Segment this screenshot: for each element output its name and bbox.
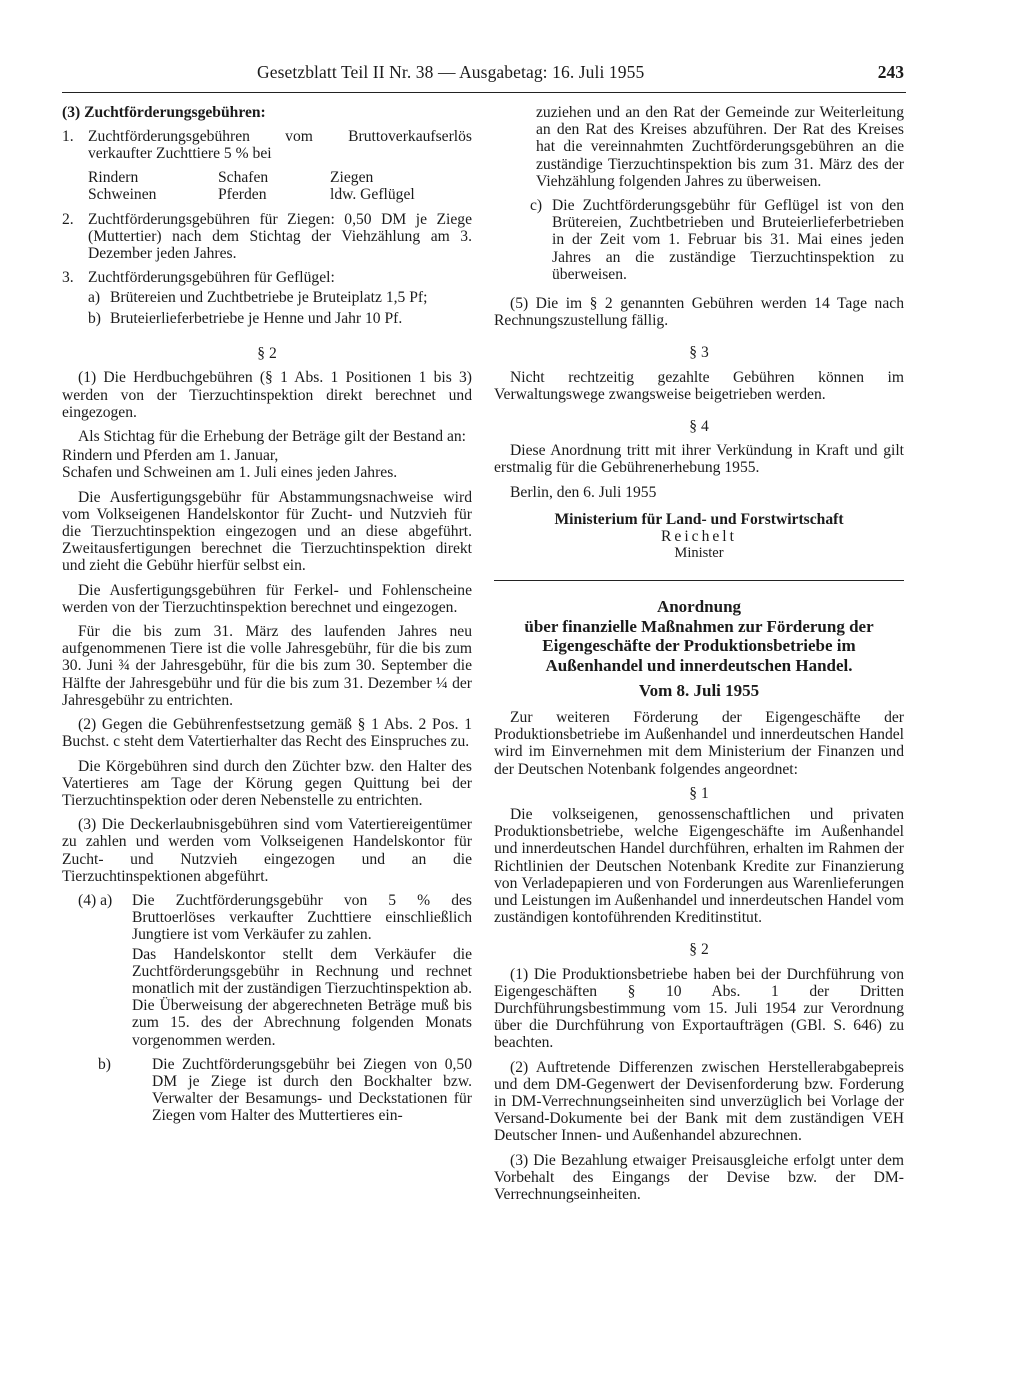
paragraph: Für die bis zum 31. März des laufenden Jahres neu aufgenommenen Tiere ist die volle Jahresgebühr, für die bis zum 30. Juni ¾ der Jahresgebühr, für die bis zum 30. September die Hälfte der Jahresgebühr und für die bis zum 31. Dezember ¼ der Jahresgebühr zu entrichten. [62, 623, 472, 709]
list-item-4b [62, 1056, 472, 1125]
animal-cell: Pferden [218, 185, 267, 203]
paragraph: Das Handelskontor stellt dem Verkäufer die Zuchtförderungsgebühr in Rechnung und rechnet monatlich mit der zuständigen Tierzuchtinspektion ab. Die Überweisung der abgerechneten Beträge muß bis zum 15. des der Abrechnung folgenden Monats vorgenommen werden. [132, 945, 472, 1049]
page-number: 243 [877, 62, 904, 82]
paragraph: Die Ausfertigungsgebühr für Abstammungsnachweise wird vom Volkseigenen Handelskontor für Zucht- und Nutzvieh für die Tierzuchtinspektion eingezogen und an diese abgeführt. Zweitausfertigungen berechnet die Tierzuchtinspektion direkt und zieht die Gebühr hierfür selbst ein. [62, 488, 472, 575]
list-text: Die Zuchtförderungsgebühr von 5 % des Bruttoerlöses verkaufter Zuchttiere einschließlich Jungtiere ist vom Verkäufer zu zahlen. [132, 891, 472, 944]
list-letter: (4) a) [78, 891, 113, 909]
paragraph-line: Schafen und Schweinen am 1. Juli eines jeden Jahres. [62, 464, 398, 482]
left-column [62, 104, 472, 1129]
animal-cell: ldw. Geflügel [330, 185, 415, 203]
list-item-4a [62, 892, 472, 944]
place-date: Berlin, den 6. Juli 1955 [510, 483, 657, 501]
header-title: Gesetzblatt Teil II Nr. 38 — Ausgabetag: 16. Juli 1955 [257, 62, 645, 82]
signer-title: Minister [674, 545, 724, 562]
paragraph: (3) Die Deckerlaubnisgebühren sind vom Vatertiereigentümer zu zahlen und werden vom Volkseigenen Handelskontor für Zucht- und Nutzvieh eingezogen und an die Tierzuchtinspektionen abgeführt. [62, 816, 472, 885]
paragraph: (5) Die im § 2 genannten Gebühren werden 14 Tage nach Rechnungszustellung fällig. [494, 295, 904, 330]
paragraph-line: Rindern und Pferden am 1. Januar, [62, 447, 279, 465]
paragraph: zuziehen und an den Rat der Gemeinde zur Weiterleitung an den Rat des Kreises abzuführen. Der Rat des Kreises hat die vereinnahmten Zuchtförderungsgebühren an die zuständige Tierzuchtinspektion bis zum 31. März des der Viehzählung folgenden Jahres zu überweisen. [536, 104, 904, 190]
paragraph: Als Stichtag für die Erhebung der Beträge gilt der Bestand an: [78, 428, 467, 446]
list-text: Die Zuchtförderungsgebühr für Geflügel ist von den Brütereien, Zuchtbetrieben und Bruteierlieferbetrieben in der Zeit vom 1. Februar bis 31. Mai eines jeden Jahres an die zuständige Tierzuchtinspektion zu überweisen. [552, 197, 904, 283]
list-letter: b) [88, 310, 101, 328]
list-text: Zuchtförderungsgebühren vom Bruttoverkaufserlös verkaufter Zuchttiere 5 % bei [88, 128, 472, 163]
paragraph: Diese Anordnung tritt mit ihrer Verkündung in Kraft und gilt erstmalig für die Gebührenerhebung 1955. [494, 442, 904, 477]
list-text: Die Zuchtförderungsgebühr bei Ziegen von 0,50 DM je Ziege ist durch den Bockhalter bzw. Verwalter der Besamungs- und Deckstationen für Ziegen vom Halter des Muttertieres ein- [152, 1055, 472, 1125]
paragraph: (3) Die Bezahlung etwaiger Preisausgleiche erfolgt unter dem Vorbehalt des Eingangs der Devise bzw. der DM-Verrechnungseinheiten. [494, 1151, 904, 1204]
list-number: 3. [62, 268, 74, 286]
section-divider [494, 580, 904, 581]
ordinance-section-1-heading: § 1 [689, 784, 709, 802]
animal-cell: Schafen [218, 168, 269, 186]
list-letter: a) [88, 288, 101, 306]
list-letter: b) [98, 1055, 111, 1073]
list-number: 1. [62, 128, 74, 146]
signer-name: Reichelt [661, 528, 737, 546]
paragraph: (1) Die Produktionsbetriebe haben bei der Durchführung von Eigengeschäften § 10 Abs. 1 der Dritten Durchführungsbestimmung vom 15. Juli 1954 zur Verordnung über die Durchführung von Exportaufträgen (GBl. S. 646) zu beachten. [494, 965, 904, 1052]
section-3-heading: (3) Zuchtförderungsgebühren: [62, 104, 266, 121]
list-text: Zuchtförderungsgebühren für Ziegen: 0,50 DM je Ziege (Muttertier) nach dem Stichtag der Viehzählung am 3. Dezember jeden Jahres. [88, 211, 472, 263]
list-item-1 [62, 128, 472, 162]
list-item-2 [62, 211, 472, 263]
list-text: Zuchtförderungsgebühren für Geflügel: [88, 268, 335, 286]
paragraph: (2) Gegen die Gebührenfestsetzung gemäß § 1 Abs. 2 Pos. 1 Buchst. c steht dem Vatertierhalter das Recht des Einspruches zu. [62, 716, 472, 751]
paragraph: Zur weiteren Förderung der Eigengeschäfte der Produktionsbetriebe im Außenhandel und innerdeutschen Handel wird im Einvernehmen mit dem Ministerium der Finanzen und der Deutschen Notenbank folgendes angeordnet: [494, 708, 904, 778]
list-item-3 [62, 269, 472, 286]
ministry-name: Ministerium für Land- und Forstwirtschaft [554, 510, 844, 528]
paragraph: Nicht rechtzeitig gezahlte Gebühren können im Verwaltungswege zwangsweise beigetrieben werden. [494, 368, 904, 403]
section-2-heading: § 2 [257, 345, 277, 363]
list-number: 2. [62, 211, 74, 229]
ordinance-section-2-heading: § 2 [689, 941, 709, 959]
ordinance-title: Anordnung [656, 597, 742, 617]
right-column [494, 104, 904, 1210]
paragraph: (2) Auftretende Differenzen zwischen Herstellerabgabepreis und dem DM-Gegenwert der Devisenforderung bzw. Forderung in DM-Verrechnungseinheiten sind unverzüglich bei Vorlage der Versand-Dokumente bei der Bank mit dem zuständigen VEH Deutscher Innen- und Außenhandel abzurechnen. [494, 1058, 904, 1145]
ordinance-date: Vom 8. Juli 1955 [638, 681, 760, 701]
paragraph: (1) Die Herdbuchgebühren (§ 1 Abs. 1 Positionen 1 bis 3) werden von der Tierzuchtinspektion direkt berechnet und eingezogen. [62, 369, 472, 421]
list-text: Bruteierlieferbetriebe je Henne und Jahr 10 Pf. [110, 310, 403, 328]
list-text: Brütereien und Zuchtbetriebe je Bruteiplatz 1,5 Pf; [110, 288, 428, 306]
animal-table [88, 169, 472, 203]
list-item-3a [88, 289, 472, 306]
section-4-heading: § 4 [689, 418, 709, 436]
animal-cell: Rindern [88, 168, 139, 186]
animal-cell: Ziegen [330, 168, 374, 186]
paragraph: Die Ausfertigungsgebühren für Ferkel- und Fohlenscheine werden von der Tierzuchtinspektion berechnet und eingezogen. [62, 581, 472, 616]
list-item-4c [530, 197, 904, 283]
list-letter: c) [530, 197, 543, 215]
list-item-3b [88, 310, 472, 327]
ordinance-subtitle: über finanzielle Maßnahmen zur Förderung der Eigengeschäfte der Produktionsbetriebe im Außenhandel und innerdeutschen Handel. [524, 616, 874, 675]
section-3-heading-right: § 3 [689, 344, 709, 362]
paragraph: Die volkseigenen, genossenschaftlichen und privaten Produktionsbetriebe, welche Eigengeschäfte im Außenhandel und innerdeutschen Handel durchführen, erhalten im Rahmen der Richtlinien der Deutschen Notenbank Kredite zur Finanzierung von Verladepapieren und von Forderungen aus Warenlieferungen und Leistungen im Außenhandel und innerdeutschen Handel vom zuständigen kontoführenden Kreditinstitut. [494, 805, 904, 927]
animal-cell: Schweinen [88, 185, 157, 203]
page-header [62, 62, 906, 93]
paragraph: Die Körgebühren sind durch den Züchter bzw. den Halter des Vatertieres am Tage der Körung gegen Quittung bei der Tierzuchtinspektion oder deren Nebenstelle zu entrichten. [62, 757, 472, 809]
